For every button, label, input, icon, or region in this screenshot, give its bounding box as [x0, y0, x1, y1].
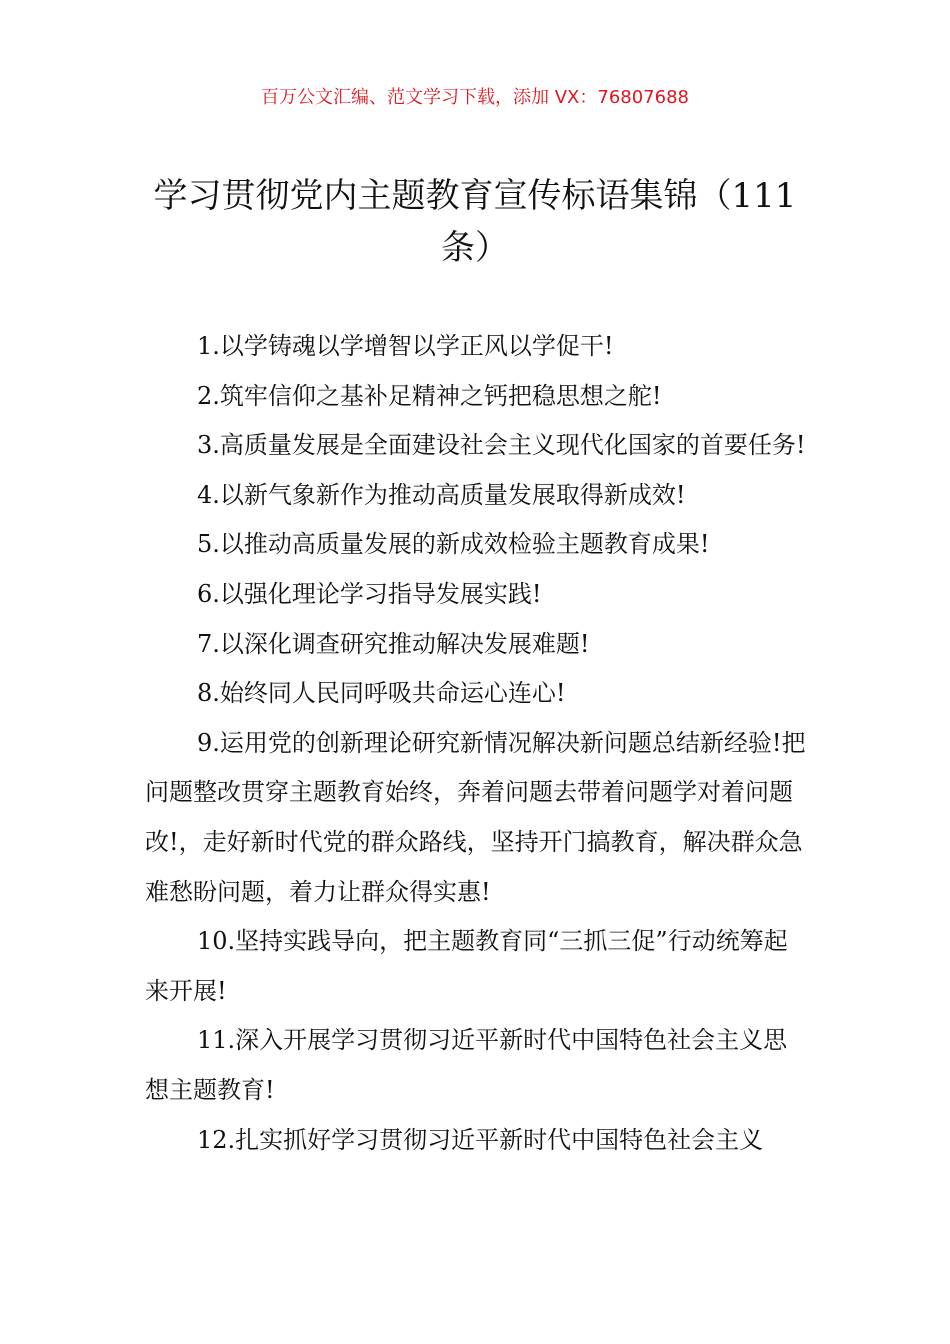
header-watermark-note: 百万公文汇编、范文学习下载，添加 VX：76807688	[261, 87, 689, 108]
slogan-item: 11.深入开展学习贯彻习近平新时代中国特色社会主义思想主题教育!	[145, 1026, 788, 1104]
slogan-item: 3.高质量发展是全面建设社会主义现代化国家的首要任务!	[197, 431, 806, 460]
document-title: 学习贯彻党内主题教育宣传标语集锦（111 条）	[153, 176, 797, 268]
slogan-item: 9.运用党的创新理论研究新情况解决新问题总结新经验!把问题整改贯穿主题教育始终，奔着问题去带着问题学对着问题改!，走好新时代党的群众路线，坚持开门搞教育，解决群众急难愁盼问题，着力让群众得实惠!	[145, 728, 806, 906]
slogan-item: 12.扎实抓好学习贯彻习近平新时代中国特色社会主义	[197, 1125, 764, 1154]
slogan-item: 4.以新气象新作为推动高质量发展取得新成效!	[197, 480, 686, 509]
slogan-item: 6.以强化理论学习指导发展实践!	[197, 579, 542, 608]
slogan-item: 8.始终同人民同呼吸共命运心连心!	[197, 679, 566, 708]
slogan-list	[145, 322, 810, 1165]
slogan-item: 5.以推动高质量发展的新成效检验主题教育成果!	[197, 530, 710, 559]
slogan-item: 7.以深化调查研究推动解决发展难题!	[197, 629, 590, 658]
slogan-item: 10.坚持实践导向，把主题教育同“三抓三促”行动统筹起来开展!	[145, 927, 788, 1005]
slogan-item: 1.以学铸魂以学增智以学正风以学促干!	[197, 332, 614, 360]
slogan-item: 2.筑牢信仰之基补足精神之钙把稳思想之舵!	[197, 381, 662, 410]
